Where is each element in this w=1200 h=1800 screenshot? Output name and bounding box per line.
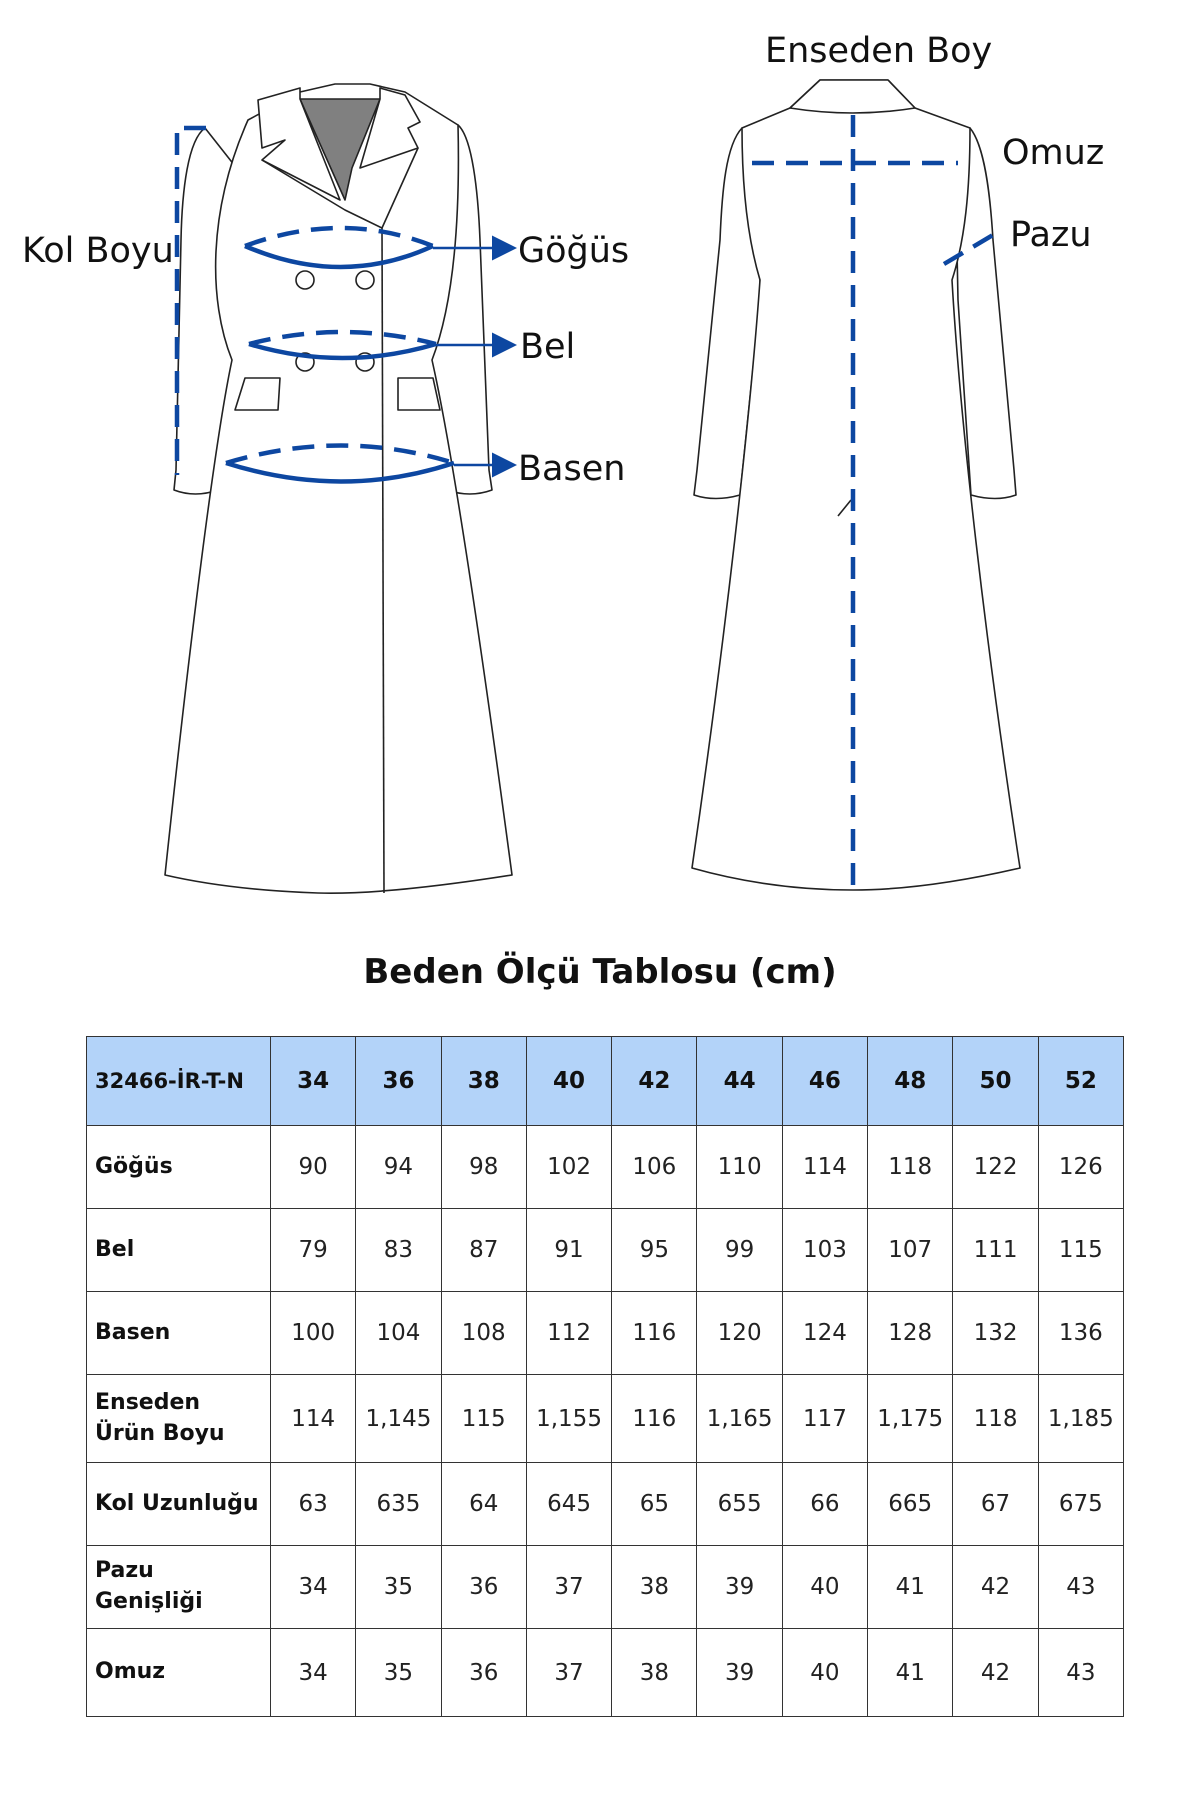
table-cell: 99: [697, 1209, 782, 1292]
table-row: [87, 1546, 1124, 1629]
table-cell: 117: [782, 1375, 867, 1463]
table-cell: 41: [868, 1629, 953, 1717]
table-row: [87, 1126, 1124, 1209]
table-cell: 116: [612, 1292, 697, 1375]
size-header: 38: [441, 1037, 526, 1126]
table-cell: 645: [526, 1463, 611, 1546]
table-cell: 120: [697, 1292, 782, 1375]
row-label: Bel: [87, 1209, 271, 1292]
table-cell: 65: [612, 1463, 697, 1546]
table-cell: 118: [953, 1375, 1038, 1463]
table-cell: 100: [271, 1292, 356, 1375]
table-cell: 34: [271, 1546, 356, 1629]
table-cell: 39: [697, 1629, 782, 1717]
table-cell: 128: [868, 1292, 953, 1375]
table-body: [87, 1126, 1124, 1717]
table-cell: 675: [1038, 1463, 1123, 1546]
table-cell: 107: [868, 1209, 953, 1292]
row-label: Kol Uzunluğu: [87, 1463, 271, 1546]
table-cell: 132: [953, 1292, 1038, 1375]
table-cell: 112: [526, 1292, 611, 1375]
label-kol-boyu: Kol Boyu: [22, 231, 174, 271]
table-cell: 91: [526, 1209, 611, 1292]
label-omuz: Omuz: [1002, 133, 1105, 173]
table-cell: 36: [441, 1629, 526, 1717]
label-bel: Bel: [520, 327, 576, 367]
size-header: 46: [782, 1037, 867, 1126]
table-cell: 79: [271, 1209, 356, 1292]
size-header: 40: [526, 1037, 611, 1126]
table-row: [87, 1463, 1124, 1546]
table-cell: 37: [526, 1546, 611, 1629]
table-cell: 1,155: [526, 1375, 611, 1463]
table-cell: 124: [782, 1292, 867, 1375]
button-2: [356, 271, 374, 289]
table-cell: 635: [356, 1463, 441, 1546]
table-cell: 116: [612, 1375, 697, 1463]
table-cell: 63: [271, 1463, 356, 1546]
table-cell: 36: [441, 1546, 526, 1629]
table-cell: 83: [356, 1209, 441, 1292]
table-cell: 66: [782, 1463, 867, 1546]
table-cell: 126: [1038, 1126, 1123, 1209]
table-cell: 106: [612, 1126, 697, 1209]
table-cell: 102: [526, 1126, 611, 1209]
table-cell: 1,185: [1038, 1375, 1123, 1463]
size-chart-table: [86, 1036, 1124, 1717]
size-header: 52: [1038, 1037, 1123, 1126]
label-basen: Basen: [518, 449, 626, 489]
row-label: Enseden Ürün Boyu: [87, 1375, 271, 1463]
table-cell: 110: [697, 1126, 782, 1209]
table-cell: 122: [953, 1126, 1038, 1209]
table-row: [87, 1629, 1124, 1717]
table-cell: 1,165: [697, 1375, 782, 1463]
table-cell: 64: [441, 1463, 526, 1546]
table-cell: 43: [1038, 1629, 1123, 1717]
row-label: Pazu Genişliği: [87, 1546, 271, 1629]
table-cell: 67: [953, 1463, 1038, 1546]
table-cell: 115: [441, 1375, 526, 1463]
right-pocket-flap: [398, 378, 440, 410]
table-cell: 40: [782, 1629, 867, 1717]
table-cell: 37: [526, 1629, 611, 1717]
size-header: 34: [271, 1037, 356, 1126]
row-label: Basen: [87, 1292, 271, 1375]
row-label: Göğüs: [87, 1126, 271, 1209]
product-code-header: 32466-İR-T-N: [87, 1037, 271, 1126]
table-cell: 111: [953, 1209, 1038, 1292]
size-header: 48: [868, 1037, 953, 1126]
table-cell: 115: [1038, 1209, 1123, 1292]
table-cell: 38: [612, 1629, 697, 1717]
size-header: 36: [356, 1037, 441, 1126]
button-1: [296, 271, 314, 289]
table-cell: 87: [441, 1209, 526, 1292]
table-cell: 655: [697, 1463, 782, 1546]
label-pazu: Pazu: [1010, 215, 1092, 255]
size-chart-title: Beden Ölçü Tablosu (cm): [363, 952, 837, 992]
back-coat-illustration: [692, 80, 1020, 890]
table-cell: 104: [356, 1292, 441, 1375]
table-cell: 39: [697, 1546, 782, 1629]
table-cell: 136: [1038, 1292, 1123, 1375]
front-coat-illustration: [165, 84, 512, 893]
table-cell: 90: [271, 1126, 356, 1209]
table-cell: 114: [271, 1375, 356, 1463]
back-collar: [790, 80, 915, 113]
table-cell: 40: [782, 1546, 867, 1629]
table-cell: 38: [612, 1546, 697, 1629]
table-cell: 98: [441, 1126, 526, 1209]
label-gogus: Göğüs: [518, 231, 630, 271]
table-cell: 41: [868, 1546, 953, 1629]
row-label: Omuz: [87, 1629, 271, 1717]
label-enseden-boy: Enseden Boy: [765, 31, 993, 71]
table-cell: 42: [953, 1629, 1038, 1717]
table-cell: 35: [356, 1546, 441, 1629]
table-row: [87, 1209, 1124, 1292]
table-cell: 103: [782, 1209, 867, 1292]
table-header-row: [87, 1037, 1124, 1126]
table-cell: 35: [356, 1629, 441, 1717]
size-header: 44: [697, 1037, 782, 1126]
table-cell: 95: [612, 1209, 697, 1292]
table-cell: 94: [356, 1126, 441, 1209]
table-cell: 1,175: [868, 1375, 953, 1463]
table-cell: 118: [868, 1126, 953, 1209]
table-cell: 1,145: [356, 1375, 441, 1463]
size-header: 50: [953, 1037, 1038, 1126]
table-row: [87, 1375, 1124, 1463]
table-cell: 665: [868, 1463, 953, 1546]
table-cell: 34: [271, 1629, 356, 1717]
table-cell: 43: [1038, 1546, 1123, 1629]
table-cell: 108: [441, 1292, 526, 1375]
table-row: [87, 1292, 1124, 1375]
size-header: 42: [612, 1037, 697, 1126]
table-cell: 42: [953, 1546, 1038, 1629]
table-cell: 114: [782, 1126, 867, 1209]
